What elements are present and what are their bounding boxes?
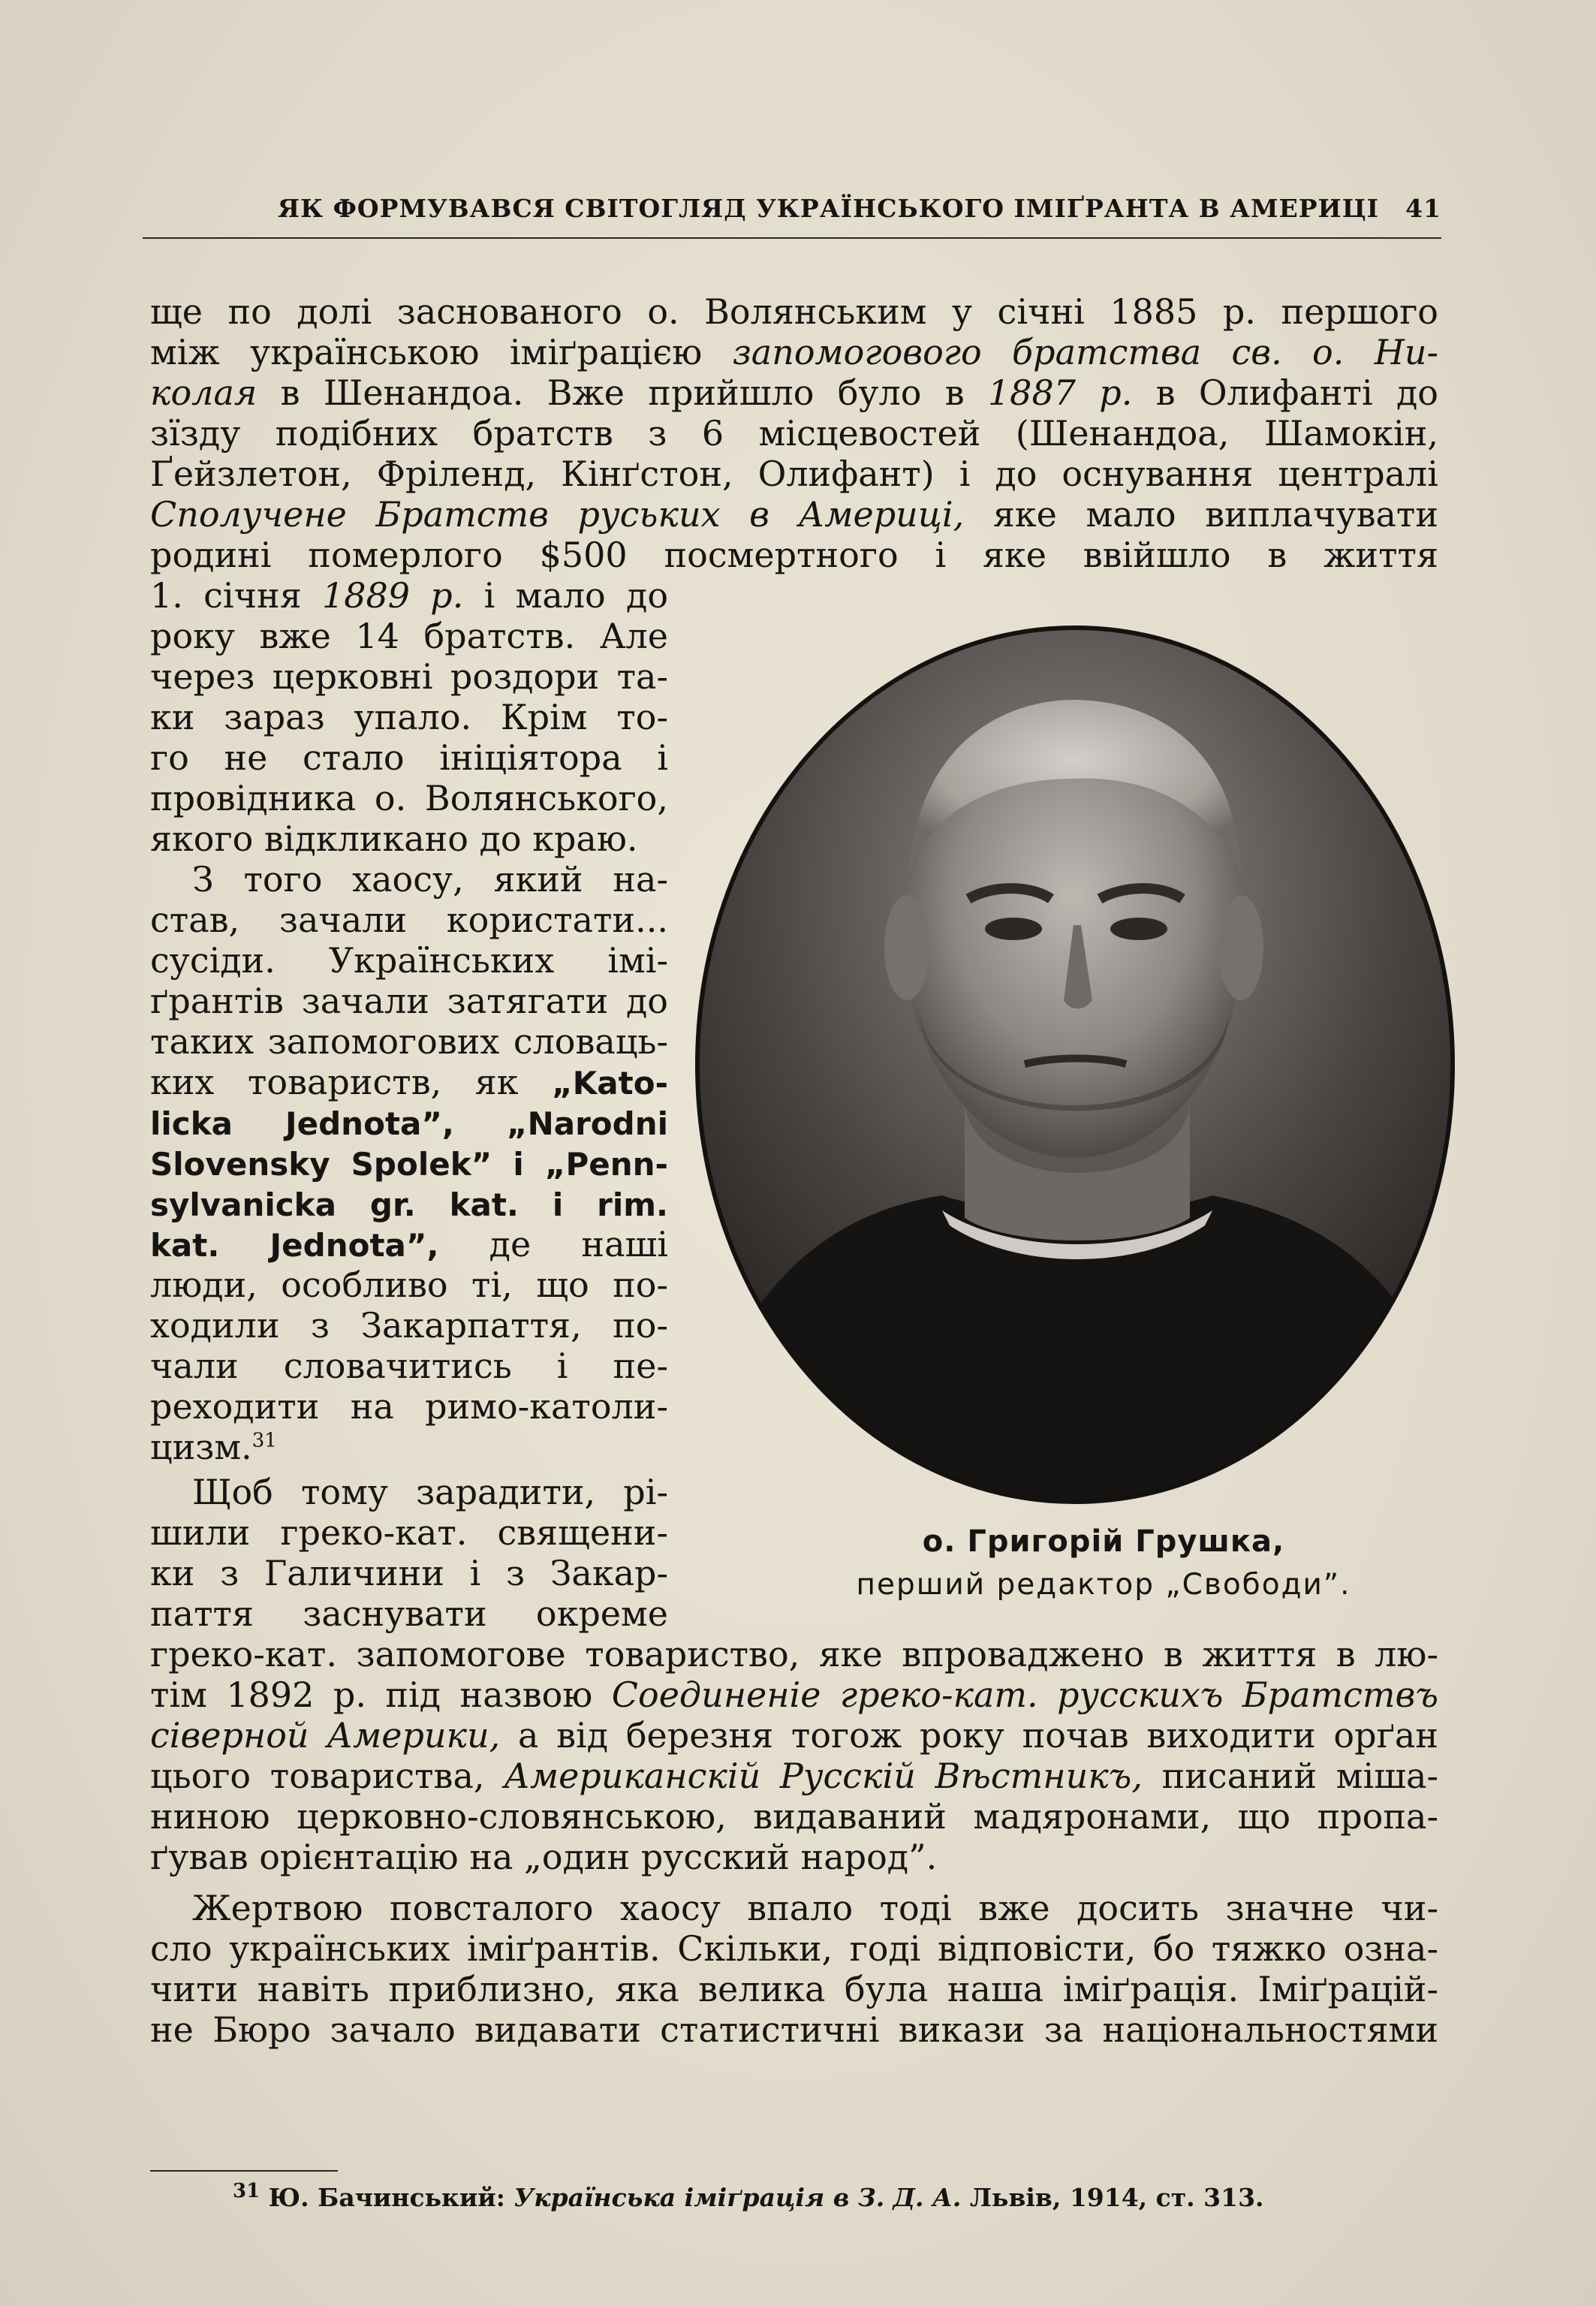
text-line: ґував орієнтацію на „один русский народ”.	[150, 1837, 938, 1877]
portrait-photo	[694, 625, 1456, 1505]
text-line: тім 1892 р. під назвою Соединеніе греко-кат. русскихъ Братствъ	[150, 1674, 1438, 1715]
footnote: $^{31}$ Ю. Бачинський: Українська іміґрація в З. Д. А. Львів, 1914, ст. 313.	[233, 2180, 1264, 2212]
text-line: греко-кат. запомогове товариство, яке впроваджено в життя в лю-	[150, 1634, 1438, 1674]
text-line: шили греко-кат. священи-	[150, 1512, 668, 1553]
text-line: через церковні роздори та-	[150, 656, 668, 697]
text-line: зїзду подібних братств з 6 місцевостей (Шенандоа, Шамокін,	[150, 413, 1438, 454]
running-title: ЯК ФОРМУВАВСЯ СВІТОГЛЯД УКРАЇНСЬКОГО ІМІҐРАНТА В АМЕРИЦІ	[278, 194, 1380, 223]
text-line: цього товариства, Американскій Русскій Вѣстникъ, писаний міша-	[150, 1756, 1438, 1796]
text-line: ки зараз упало. Крім то-	[150, 697, 668, 737]
text-line: цизм.$^{31}$	[150, 1427, 277, 1467]
text-line: ких товариств, як „Kato-	[150, 1062, 668, 1102]
text-line: ще по долі заснованого о. Волянським у січні 1885 р. першого	[150, 291, 1438, 332]
text-line: сусіди. Українських імі-	[150, 940, 668, 981]
text-line: Жертвою повсталого хаосу впало тоді вже досить значне чи-	[192, 1888, 1438, 1928]
text-line: сіверной Америки, а від березня тогож року почав виходити орґан	[150, 1715, 1438, 1756]
text-line: якого відкликано до краю.	[150, 818, 638, 859]
text-line: сло українських іміґрантів. Скільки, годі відповісти, бо тяжко озна-	[150, 1928, 1438, 1969]
text-line: Slovensky Spolek” і „Penn-	[150, 1146, 668, 1183]
text-line: Сполучене Братств руських в Америці, яке мало виплачувати	[150, 494, 1438, 535]
text-line: став, зачали користати...	[150, 900, 668, 940]
text-line: licka Jednota”, „Narodni	[150, 1105, 668, 1142]
text-line: провідника о. Волянського,	[150, 778, 668, 818]
text-line: Щоб тому зарадити, рі-	[192, 1472, 668, 1512]
text-line: таких запомогових словаць-	[150, 1021, 668, 1062]
figure-caption-name: о. Григорій Грушка,	[922, 1524, 1285, 1559]
page-number: 41	[1405, 194, 1441, 223]
header-rule	[143, 237, 1441, 239]
text-line: чити навіть приблизно, яка велика була наша іміґрація. Іміґрацій-	[150, 1969, 1438, 2009]
figure-caption-role: перший редактор „Свободи”.	[856, 1568, 1351, 1602]
text-line: ки з Галичини і з Закар-	[150, 1553, 668, 1593]
text-line: реходити на римо-католи-	[150, 1386, 668, 1427]
text-line: року вже 14 братств. Але	[150, 616, 668, 656]
text-line: люди, особливо ті, що по-	[150, 1265, 668, 1305]
running-head	[143, 194, 1441, 230]
text-line: не Бюро зачало видавати статистичні викази за національностями	[150, 2009, 1438, 2050]
text-line: родині померлого $500 посмертного і яке ввійшло в життя	[150, 535, 1438, 575]
text-line: паття заснувати окреме	[150, 1593, 668, 1634]
text-line: Ґейзлетон, Фріленд, Кінґстон, Олифант) і до оснування централі	[150, 454, 1438, 494]
text-line: колая в Шенандоа. Вже прийшло було в 1887 р. в Олифанті до	[150, 372, 1439, 413]
text-line: чали словачитись і пе-	[150, 1346, 668, 1386]
text-line: sylvanicka gr. kat. i rim.	[150, 1186, 668, 1223]
text-line: ходили з Закарпаття, по-	[150, 1305, 668, 1346]
text-line: З того хаосу, який на-	[192, 859, 668, 900]
text-line: ґрантів зачали затягати до	[150, 981, 668, 1021]
text-line: між українською іміґрацією запомогового братства св. о. Ни-	[150, 332, 1438, 372]
text-line: ниною церковно-словянською, видаваний мадяронами, що пропа-	[150, 1796, 1438, 1837]
footnote-ref: 31	[251, 1429, 277, 1452]
text-line: го не стало ініціятора і	[150, 737, 668, 778]
text-line: 1. січня 1889 р. і мало до	[150, 575, 669, 616]
footnote-number: 31	[233, 2180, 260, 2202]
footnote-rule	[150, 2170, 338, 2172]
text-line: kat. Jednota”, де наші	[150, 1224, 668, 1265]
